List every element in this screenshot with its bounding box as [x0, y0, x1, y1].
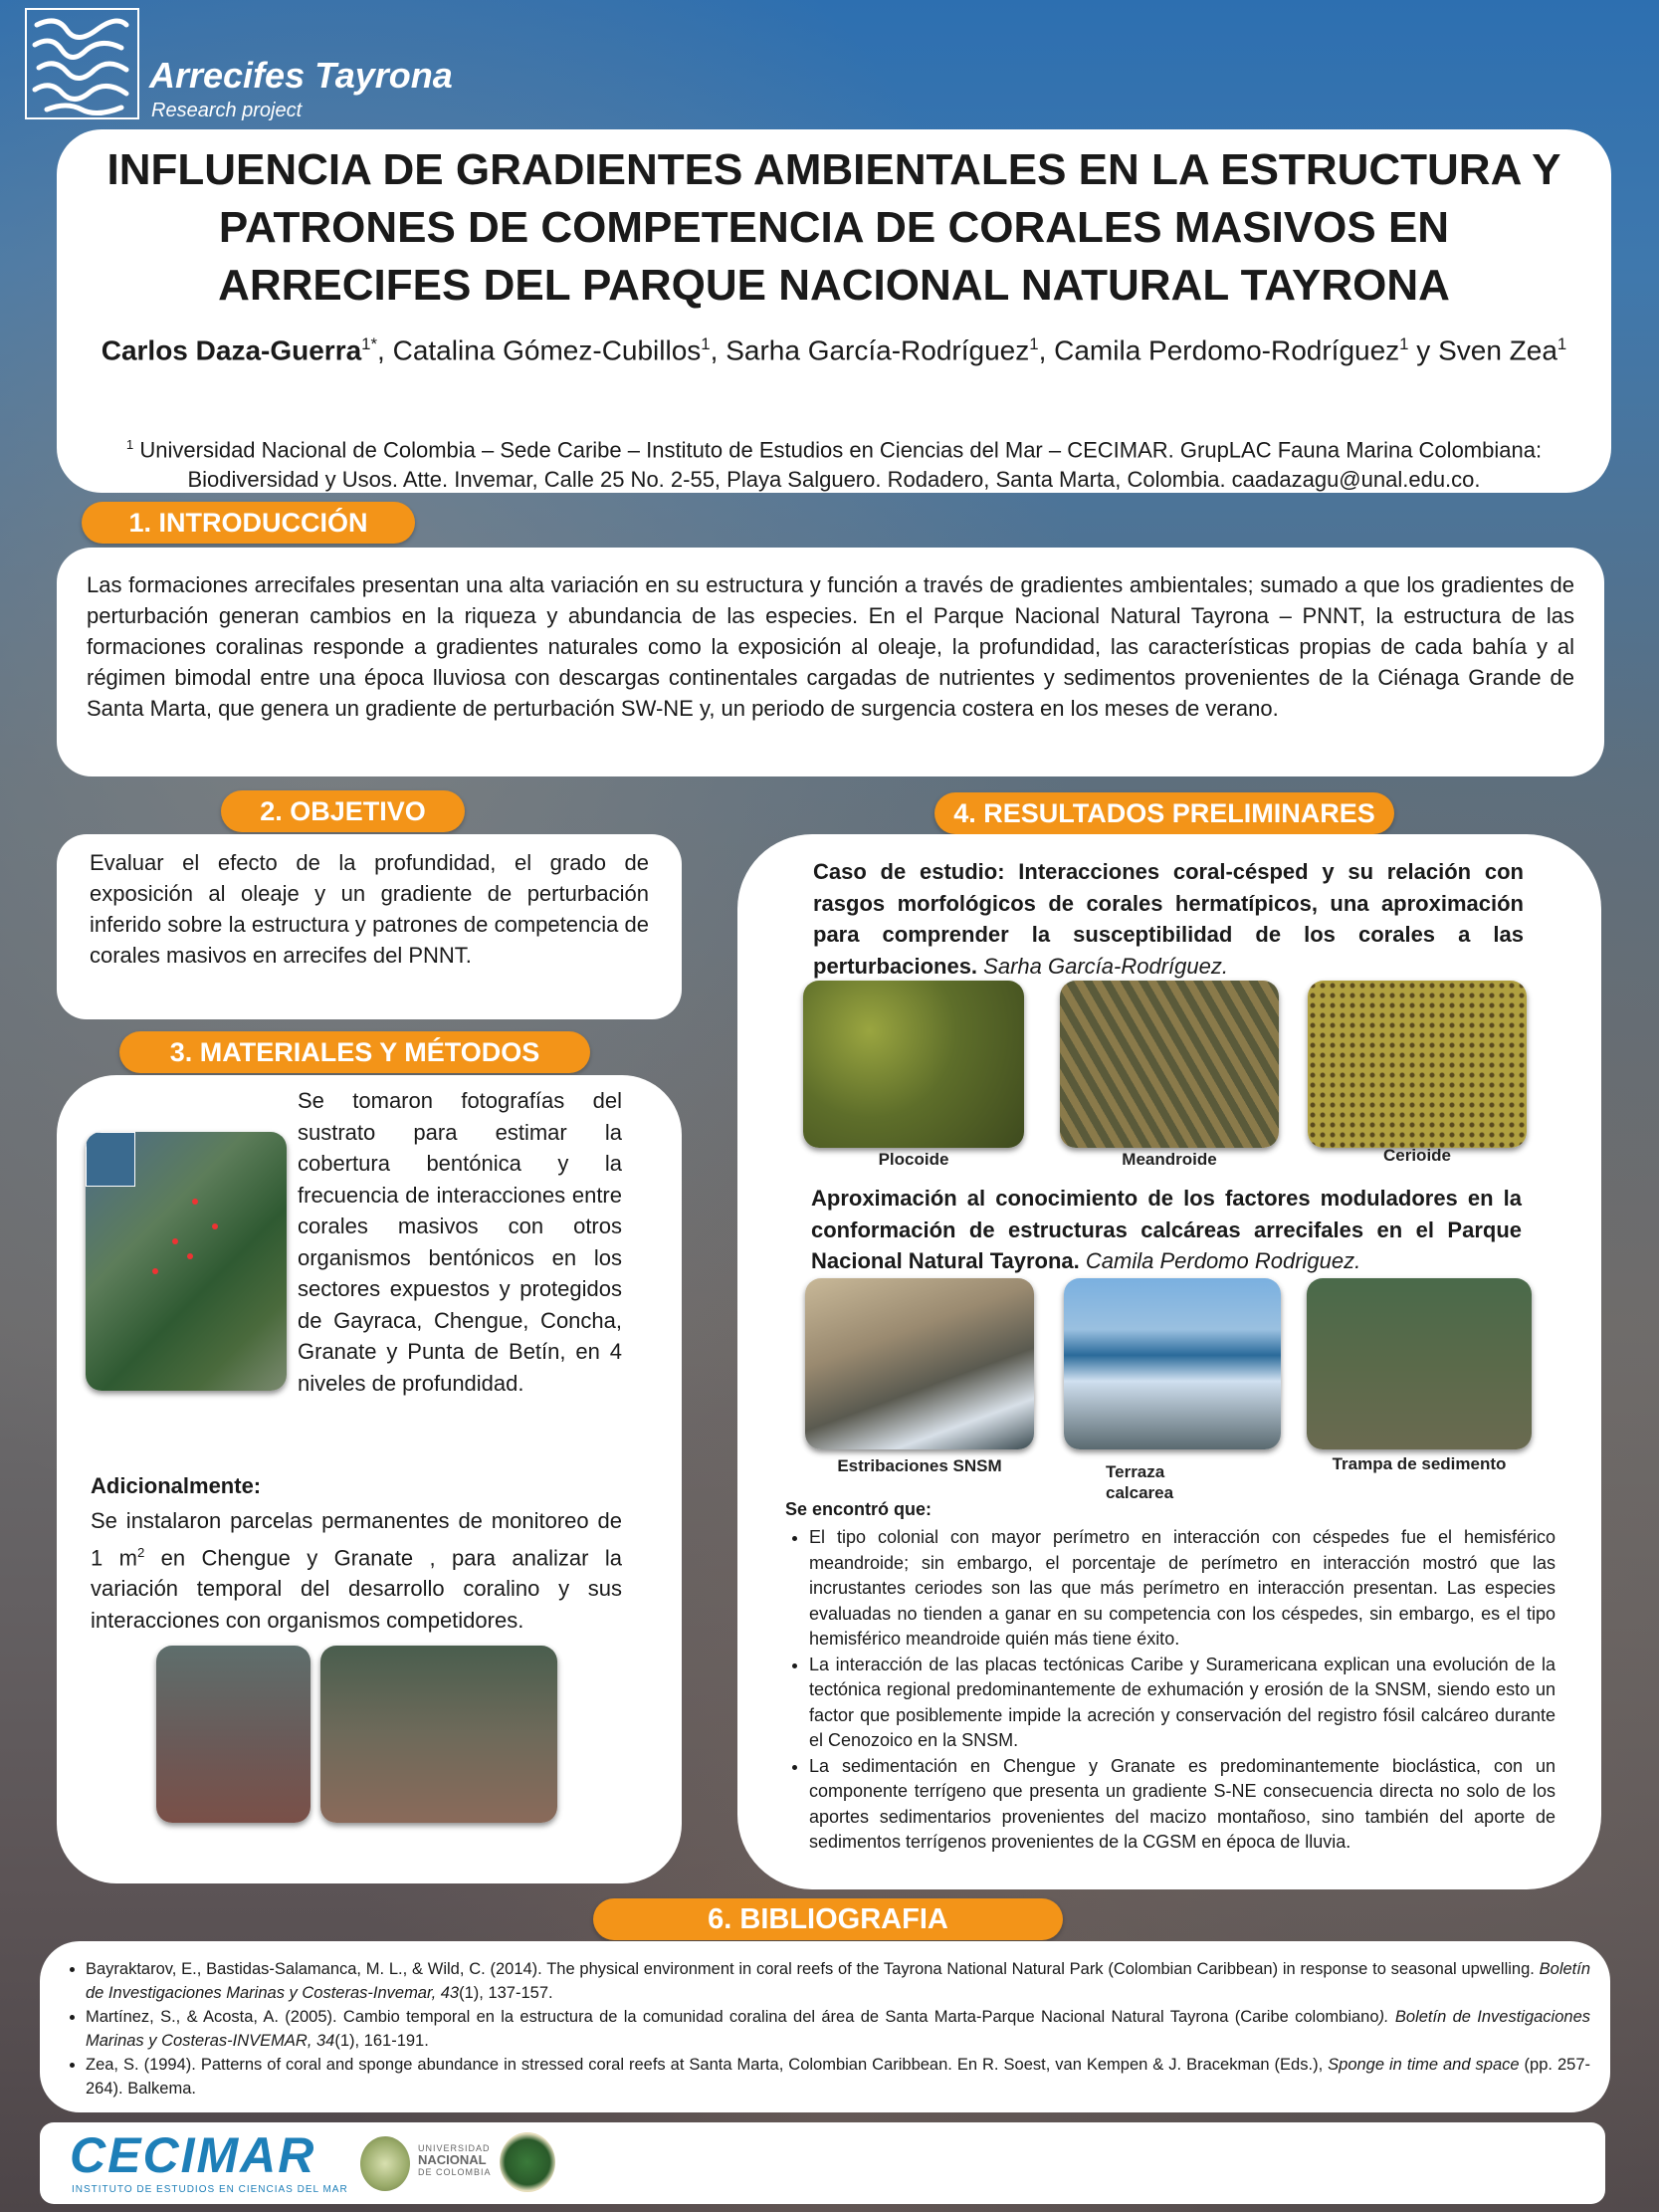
parques-seal-icon	[500, 2132, 555, 2192]
author-lead-sup: 1*	[361, 334, 378, 353]
additional-heading: Adicionalmente:	[91, 1473, 262, 1498]
additional-text-a: Se instalaron parcelas permanentes de monitoreo de 1 m	[91, 1508, 622, 1570]
sup: 1	[1556, 334, 1567, 353]
finding-item: • La sedimentación en Chengue y Granate es predominantemente bioclástica, con un componente terrígeno que presenta un gradiente S-NE consecuencia directa no solo de los aportes sedimentarios provenientes del macizo montañoso, sino también del aporte de sedimentos terrígenos provenientes de la CGSM en época de lluvia.	[809, 1754, 1555, 1856]
estribaciones-photo	[805, 1278, 1034, 1449]
cecimar-logo: CECIMAR	[70, 2127, 316, 2183]
trampa-photo	[1307, 1278, 1532, 1449]
reference-item	[86, 2005, 1590, 2053]
case1-title-text: Caso de estudio: Interacciones coral-césped y su relación con rasgos morfológicos de corales hermatípicos, una aproximación para comprender la susceptibilidad de los corales a las perturbaciones.	[813, 859, 1524, 979]
case1-title	[813, 856, 1524, 982]
ref-pages: (1), 161-191.	[334, 2032, 429, 2050]
sup: 1	[1399, 334, 1409, 353]
reference-item	[86, 2053, 1590, 2101]
author: , Camila Perdomo-Rodríguez	[1038, 334, 1400, 366]
case2-author: Camila Perdomo Rodriguez.	[1085, 1248, 1361, 1273]
case2-title-text: Aproximación al conocimiento de los factores moduladores en la conformación de estructuras calcáreas arrecifales en el Parque Nacional Natural Tayrona.	[811, 1186, 1522, 1273]
objetivo-card	[57, 834, 682, 1019]
additional-text-b: en Chengue y Granate , para analizar la variación temporal del desarrollo coralino y sus interacciones con organismos competidores.	[91, 1544, 622, 1633]
ref-volume: , 43	[431, 1984, 460, 2002]
title-card	[57, 129, 1611, 493]
photo-caption: Cerioide	[1382, 1146, 1452, 1165]
ref-book: Sponge in time and space	[1323, 2056, 1520, 2074]
ref-journal: Boletín de Investigaciones Marinas y Costeras-Invemar	[86, 1960, 1591, 2002]
metodos-heading: 3. MATERIALES Y MÉTODOS	[119, 1031, 590, 1073]
unal-name	[418, 2142, 492, 2178]
author: , Catalina Gómez-Cubillos	[377, 334, 702, 366]
reference-item	[86, 1957, 1590, 2005]
findings-heading: Se encontró que:	[785, 1499, 933, 1519]
footer-bar	[40, 2122, 1605, 2204]
coral-maze-icon	[27, 10, 137, 117]
ref-volume: , 34	[307, 2032, 335, 2050]
sup: 2	[136, 1544, 145, 1560]
ref-journal: ). Boletín de Investigaciones Marinas y Costeras-INVEMAR	[86, 2008, 1590, 2050]
ref-text: Bayraktarov, E., Bastidas-Salamanca, M. L., & Wild, C. (2014). The physical environment in coral reefs of the Tayrona National Natural Park (Colombian Caribbean) in response to seasonal upwelling.	[86, 1960, 1535, 1978]
resultados-card	[737, 834, 1601, 1889]
bibliografia-heading: 6. BIBLIOGRAFIA	[593, 1898, 1063, 1940]
affiliation	[77, 430, 1591, 495]
intro-card	[57, 548, 1604, 776]
additional-text	[91, 1505, 622, 1636]
quadrat-photo	[320, 1646, 557, 1823]
unal-seal-icon	[360, 2136, 410, 2191]
affiliation-text: Universidad Nacional de Colombia – Sede Caribe – Instituto de Estudios en Ciencias del Mar – CECIMAR. GrupLAC Fauna Marina Colombiana: Biodiversidad y Usos. Atte. Invemar, Calle 25 No. 2-55, Playa Salguero. Rodadero, Santa Marta, Colombia. caadazagu@unal.edu.co.	[139, 437, 1543, 493]
plocoide-photo	[803, 981, 1024, 1148]
case2-title	[811, 1183, 1522, 1277]
objetivo-text: Evaluar el efecto de la profundidad, el grado de exposición al oleaje y un gradiente de perturbación inferido sobre la estructura y patrones de competencia de corales masivos en arrecifes del PNNT.	[90, 850, 649, 968]
case1-author: Sarha García-Rodríguez.	[983, 953, 1228, 979]
metodos-text: Se tomaron fotografías del sustrato para estimar la cobertura bentónica y la frecuencia de interacciones entre corales masivos con otros organismos bentónicos en los sectores expuestos y protegidos de Gayraca, Chengue, Concha, Granate y Punta de Betín, en 4 niveles de profundidad.	[298, 1088, 622, 1396]
ref-text: Zea, S. (1994). Patterns of coral and sponge abundance in stressed coral reefs at Santa Marta, Colombian Caribbean. En R. Soest, van Kempen & J. Bracekman (Eds.),	[86, 2056, 1324, 2074]
cecimar-subtitle: INSTITUTO DE ESTUDIOS EN CIENCIAS DEL MAR	[72, 2184, 348, 2195]
project-name: Arrecifes Tayrona	[149, 55, 453, 96]
diver-photo	[156, 1646, 311, 1823]
sup: 1	[1029, 334, 1039, 353]
unal-line: UNIVERSIDAD	[418, 2143, 491, 2153]
map-markers	[86, 1132, 287, 1391]
author: , Sarha García-Rodríguez	[710, 334, 1030, 366]
metodos-card	[57, 1075, 682, 1883]
unal-line: DE COLOMBIA	[418, 2167, 492, 2177]
sup: 1	[701, 334, 711, 353]
unal-line: NACIONAL	[418, 2152, 487, 2167]
resultados-heading: 4. RESULTADOS PRELIMINARES	[934, 792, 1394, 834]
ref-text: Martínez, S., & Acosta, A. (2005). Cambio temporal en la estructura de la comunidad coralina del área de Santa Marta-Parque Nacional Natural Tayrona (Caribe colombiano	[86, 2008, 1379, 2026]
findings-list	[785, 1525, 1555, 1856]
finding-item: • La interacción de las placas tectónicas Caribe y Suramericana explican una evolución de la tectónica regional predominantemente de exhumación y erosión de la SNSM, siendo esto un factor que posiblemente impide la acreción y conservación del registro fósil calcáreo durante el Cenozoico en la SNSM.	[809, 1653, 1555, 1754]
photo-caption: Terraza calcarea	[1106, 1462, 1174, 1502]
author-lead: Carlos Daza-Guerra	[101, 334, 362, 366]
ref-pages: (pp. 257-264). Balkema.	[86, 2056, 1590, 2098]
references-list	[60, 1957, 1590, 2101]
meandroide-photo	[1060, 981, 1279, 1148]
sup: 1	[125, 437, 134, 452]
photo-caption: Estribaciones SNSM	[837, 1456, 1002, 1475]
terraza-photo	[1064, 1278, 1281, 1449]
intro-heading: 1. INTRODUCCIÓN	[82, 502, 415, 544]
project-logo	[25, 8, 139, 119]
objetivo-heading: 2. OBJETIVO	[221, 790, 465, 832]
bibliografia-card	[40, 1941, 1610, 2112]
author: y Sven Zea	[1408, 334, 1557, 366]
finding-item: • El tipo colonial con mayor perímetro en interacción con céspedes fue el hemisférico meandroide; sin embargo, el porcentaje de perímetro en interacción mostró que las incrustantes ceriodes son las que más perímetro en interacción presentan. Las especies evaluadas no tienden a ganar en su competencia con los céspedes, sin embargo, es el tipo hemisférico meandroide quién más tiene éxito.	[809, 1525, 1555, 1653]
study-area-map	[86, 1132, 287, 1391]
authors	[97, 325, 1571, 370]
intro-text: Las formaciones arrecifales presentan una alta variación en su estructura y función a través de gradientes ambientales; sumado a que los gradientes de perturbación generan cambios en la riqueza y abundancia de las especies. En el Parque Nacional Natural Tayrona – PNNT, la estructura de las formaciones coralinas responde a gradientes naturales como la exposición al oleaje, la profundidad, las características propias de cada bahía y al régimen bimodal entre una época lluviosa con descargas continentales cargadas de nutrientes y sedimentos provenientes de la Ciénaga Grande de Santa Marta, que genera un gradiente de perturbación SW-NE y, un periodo de surgencia costera en los meses de verano.	[87, 572, 1574, 721]
project-subtitle: Research project	[151, 100, 303, 121]
photo-caption: Plocoide	[878, 1150, 949, 1169]
cerioide-photo	[1308, 981, 1527, 1148]
photo-caption: Meandroide	[1122, 1150, 1217, 1169]
ref-pages: (1), 137-157.	[459, 1984, 553, 2002]
poster-title: INFLUENCIA DE GRADIENTES AMBIENTALES EN LA ESTRUCTURA Y PATRONES DE COMPETENCIA DE CORALES MASIVOS EN ARRECIFES DEL PARQUE NACIONAL NATURAL TAYRONA	[106, 145, 1561, 310]
photo-caption: Trampa de sedimento	[1332, 1454, 1507, 1473]
